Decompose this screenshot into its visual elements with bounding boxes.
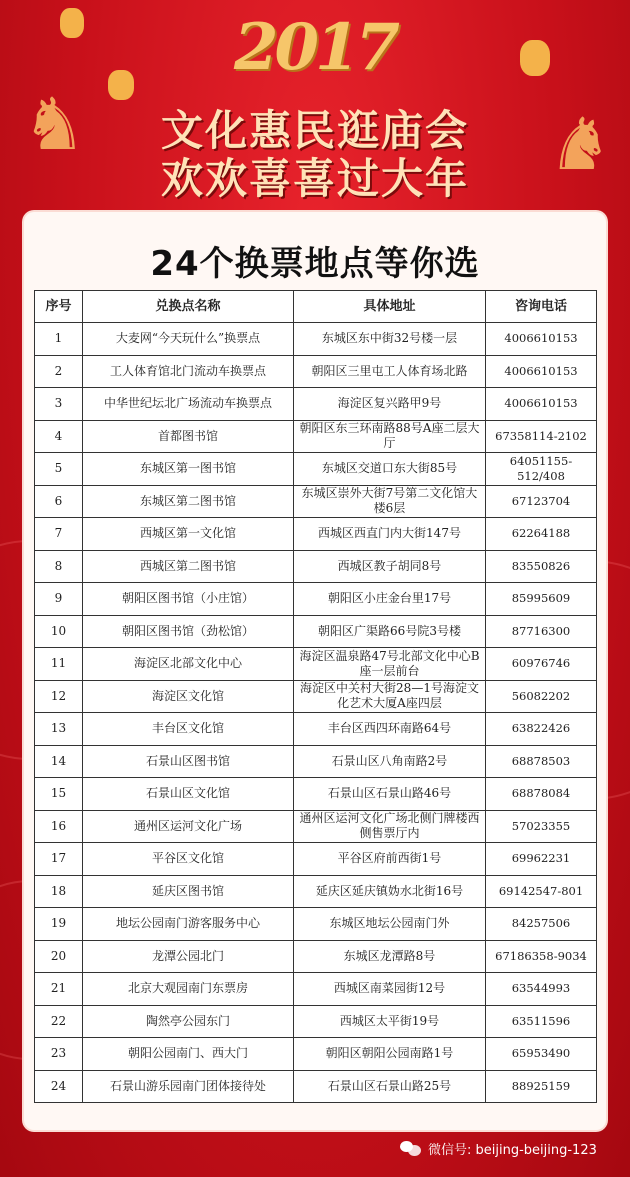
lantern-icon	[60, 8, 84, 38]
row-number-cell: 19	[35, 908, 83, 941]
headline-line1: 文化惠民逛庙会	[160, 106, 469, 155]
table-row	[35, 778, 597, 811]
table-row	[35, 453, 597, 486]
location-name-cell: 首都图书馆	[83, 420, 294, 453]
table-row	[35, 583, 597, 616]
location-name-cell: 石景山游乐园南门团体接待处	[83, 1070, 294, 1103]
table-row	[35, 1005, 597, 1038]
phone-cell: 83550826	[486, 550, 597, 583]
location-name-cell: 中华世纪坛北广场流动车换票点	[83, 388, 294, 421]
phone-cell: 87716300	[486, 615, 597, 648]
address-cell: 朝阳区三里屯工人体育场北路	[294, 355, 486, 388]
table-row	[35, 1070, 597, 1103]
location-name-cell: 地坛公园南门游客服务中心	[83, 908, 294, 941]
wechat-watermark	[400, 1136, 597, 1160]
phone-cell: 64051155-512/408	[486, 453, 597, 486]
address-cell: 海淀区中关村大街28—1号海淀文化艺术大厦A座四层	[294, 680, 486, 713]
phone-cell: 68878503	[486, 745, 597, 778]
address-cell: 东城区地坛公园南门外	[294, 908, 486, 941]
phone-cell: 85995609	[486, 583, 597, 616]
location-name-cell: 东城区第一图书馆	[83, 453, 294, 486]
column-header-number: 序号	[35, 291, 83, 323]
table-row	[35, 388, 597, 421]
phone-cell: 84257506	[486, 908, 597, 941]
row-number-cell: 22	[35, 1005, 83, 1038]
row-number-cell: 7	[35, 518, 83, 551]
table-row	[35, 420, 597, 453]
location-name-cell: 朝阳公园南门、西大门	[83, 1038, 294, 1071]
locations-table	[34, 290, 597, 1103]
table-row	[35, 1038, 597, 1071]
card-title: 24个换票地点等你选	[150, 244, 480, 284]
address-cell: 朝阳区东三环南路88号A座二层大厅	[294, 420, 486, 453]
address-cell: 平谷区府前西街1号	[294, 843, 486, 876]
address-cell: 石景山区石景山路25号	[294, 1070, 486, 1103]
table-row	[35, 713, 597, 746]
address-cell: 东城区崇外大街7号第二文化馆大楼6层	[294, 485, 486, 518]
lantern-icon	[520, 40, 550, 76]
location-name-cell: 西城区第二图书馆	[83, 550, 294, 583]
phone-cell: 67358114-2102	[486, 420, 597, 453]
phone-cell: 63544993	[486, 973, 597, 1006]
phone-cell: 62264188	[486, 518, 597, 551]
row-number-cell: 8	[35, 550, 83, 583]
table-row	[35, 485, 597, 518]
address-cell: 西城区南菜园街12号	[294, 973, 486, 1006]
table-row	[35, 810, 597, 843]
row-number-cell: 24	[35, 1070, 83, 1103]
table-row	[35, 615, 597, 648]
table-row	[35, 680, 597, 713]
row-number-cell: 18	[35, 875, 83, 908]
location-name-cell: 丰台区文化馆	[83, 713, 294, 746]
table-row	[35, 875, 597, 908]
phone-cell: 56082202	[486, 680, 597, 713]
table-header-row	[35, 291, 597, 323]
address-cell: 西城区西直门内大街147号	[294, 518, 486, 551]
lantern-icon	[108, 70, 134, 100]
row-number-cell: 5	[35, 453, 83, 486]
address-cell: 东城区东中街32号楼一层	[294, 323, 486, 356]
phone-cell: 67123704	[486, 485, 597, 518]
location-name-cell: 海淀区北部文化中心	[83, 648, 294, 681]
address-cell: 西城区太平街19号	[294, 1005, 486, 1038]
row-number-cell: 11	[35, 648, 83, 681]
row-number-cell: 15	[35, 778, 83, 811]
location-name-cell: 东城区第二图书馆	[83, 485, 294, 518]
table-row	[35, 550, 597, 583]
location-name-cell: 朝阳区图书馆（小庄馆）	[83, 583, 294, 616]
address-cell: 朝阳区小庄金台里17号	[294, 583, 486, 616]
row-number-cell: 6	[35, 485, 83, 518]
phone-cell: 88925159	[486, 1070, 597, 1103]
address-cell: 丰台区西四环南路64号	[294, 713, 486, 746]
table-row	[35, 745, 597, 778]
location-name-cell: 陶然亭公园东门	[83, 1005, 294, 1038]
phone-cell: 60976746	[486, 648, 597, 681]
phone-cell: 69962231	[486, 843, 597, 876]
row-number-cell: 4	[35, 420, 83, 453]
location-name-cell: 朝阳区图书馆（劲松馆）	[83, 615, 294, 648]
header-banner	[0, 0, 630, 220]
location-name-cell: 工人体育馆北门流动车换票点	[83, 355, 294, 388]
location-name-cell: 延庆区图书馆	[83, 875, 294, 908]
row-number-cell: 13	[35, 713, 83, 746]
locations-card	[24, 212, 606, 1130]
address-cell: 延庆区延庆镇妫水北街16号	[294, 875, 486, 908]
table-row	[35, 973, 597, 1006]
wechat-icon	[400, 1139, 422, 1157]
year-logo: 2017	[233, 10, 397, 85]
phone-cell: 68878084	[486, 778, 597, 811]
phone-cell: 57023355	[486, 810, 597, 843]
row-number-cell: 21	[35, 973, 83, 1006]
address-cell: 东城区交道口东大街85号	[294, 453, 486, 486]
column-header-name: 兑换点名称	[83, 291, 294, 323]
phone-cell: 63511596	[486, 1005, 597, 1038]
row-number-cell: 16	[35, 810, 83, 843]
row-number-cell: 1	[35, 323, 83, 356]
column-header-address: 具体地址	[294, 291, 486, 323]
address-cell: 海淀区复兴路甲9号	[294, 388, 486, 421]
table-row	[35, 648, 597, 681]
phone-cell: 69142547-801	[486, 875, 597, 908]
address-cell: 通州区运河文化广场北侧门牌楼西侧售票厅内	[294, 810, 486, 843]
phone-cell: 65953490	[486, 1038, 597, 1071]
phone-cell: 67186358-9034	[486, 940, 597, 973]
rooster-icon: ♞	[548, 102, 613, 186]
row-number-cell: 12	[35, 680, 83, 713]
location-name-cell: 西城区第一文化馆	[83, 518, 294, 551]
phone-cell: 4006610153	[486, 388, 597, 421]
row-number-cell: 17	[35, 843, 83, 876]
phone-cell: 63822426	[486, 713, 597, 746]
table-row	[35, 940, 597, 973]
location-name-cell: 龙潭公园北门	[83, 940, 294, 973]
location-name-cell: 大麦网“今天玩什么”换票点	[83, 323, 294, 356]
table-row	[35, 518, 597, 551]
address-cell: 东城区龙潭路8号	[294, 940, 486, 973]
location-name-cell: 通州区运河文化广场	[83, 810, 294, 843]
row-number-cell: 2	[35, 355, 83, 388]
rooster-icon: ♞	[22, 82, 87, 166]
location-name-cell: 石景山区文化馆	[83, 778, 294, 811]
table-row	[35, 355, 597, 388]
address-cell: 石景山区八角南路2号	[294, 745, 486, 778]
location-name-cell: 海淀区文化馆	[83, 680, 294, 713]
location-name-cell: 北京大观园南门东票房	[83, 973, 294, 1006]
column-header-phone: 咨询电话	[486, 291, 597, 323]
table-row	[35, 843, 597, 876]
address-cell: 海淀区温泉路47号北部文化中心B座一层前台	[294, 648, 486, 681]
headline-line2: 欢欢喜喜过大年	[160, 154, 469, 203]
watermark-text: 微信号: beijing-beijing-123	[428, 1142, 597, 1158]
phone-cell: 4006610153	[486, 355, 597, 388]
phone-cell: 4006610153	[486, 323, 597, 356]
row-number-cell: 14	[35, 745, 83, 778]
location-name-cell: 平谷区文化馆	[83, 843, 294, 876]
table-row	[35, 323, 597, 356]
row-number-cell: 3	[35, 388, 83, 421]
row-number-cell: 20	[35, 940, 83, 973]
row-number-cell: 10	[35, 615, 83, 648]
table-row	[35, 908, 597, 941]
address-cell: 西城区教子胡同8号	[294, 550, 486, 583]
address-cell: 朝阳区广渠路66号院3号楼	[294, 615, 486, 648]
address-cell: 朝阳区朝阳公园南路1号	[294, 1038, 486, 1071]
address-cell: 石景山区石景山路46号	[294, 778, 486, 811]
location-name-cell: 石景山区图书馆	[83, 745, 294, 778]
row-number-cell: 23	[35, 1038, 83, 1071]
row-number-cell: 9	[35, 583, 83, 616]
